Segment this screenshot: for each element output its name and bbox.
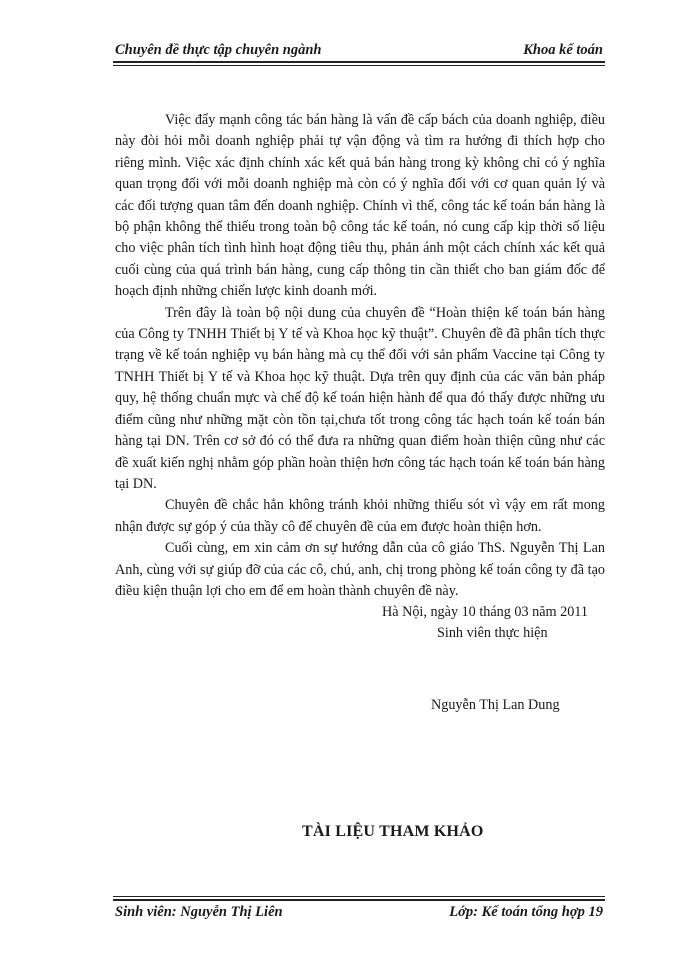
- header-rule: [113, 61, 605, 63]
- paragraph-3: Chuyên đề chắc hẳn không tránh khỏi những thiếu sót vì vậy em rất mong nhận được sự góp ý của thầy cô để chuyên đề của em được hoàn thiện hơn.: [115, 497, 605, 535]
- paragraph-4: Cuối cùng, em xin cảm ơn sự hướng dẫn của cô giáo ThS. Nguyễn Thị Lan Anh, cùng với sự giúp đỡ của các cô, chú, anh, chị trong phòng kế toán công ty đã tạo điều kiện thuận lợi cho em để em hoàn thành chuyên đề này.: [115, 540, 605, 599]
- footer-student: Sinh viên: Nguyễn Thị Liên: [115, 904, 283, 920]
- signature-role: Sinh viên thực hiện: [437, 625, 548, 641]
- footer-rule: [113, 899, 605, 901]
- paragraph-1: Việc đẩy mạnh công tác bán hàng là vấn đề cấp bách của doanh nghiệp, điều này đòi hỏi mỗi doanh nghiệp phải tự vận động và tìm ra hướng đi thích hợp cho riêng mình. Việc xác định chính xác kết quả bán hàng trong kỳ không chỉ có ý nghĩa quan trọng đối với mỗi doanh nghiệp mà còn có ý nghĩa đối với cơ quan quản lý và các đối tượng quan tâm đến doanh nghiệp. Chính vì thế, công tác kế toán bán hàng là bộ phận không thể thiếu trong toàn bộ công tác kế toán, nó cung cấp kịp thời số liệu cho việc phân tích tình hình hoạt động tiêu thụ, phản ánh một cách chính xác kết quả cuối cùng của quá trình bán hàng, cung cấp thông tin cần thiết cho ban giám đốc để hoạch định những chiến lược kinh doanh mới.: [115, 112, 605, 300]
- page-footer: [115, 902, 603, 924]
- signature-name: Nguyễn Thị Lan Dung: [431, 697, 560, 713]
- header-rule-thin: [113, 65, 605, 66]
- references-heading: TÀI LIỆU THAM KHẢO: [302, 823, 484, 840]
- header-department: Khoa kế toán: [523, 42, 603, 58]
- paragraph-2: Trên đây là toàn bộ nội dung của chuyên đề “Hoàn thiện kế toán bán hàng của Công ty TNHH Thiết bị Y tế và Khoa học kỹ thuật”. Chuyên đề đã phân tích thực trạng về kế toán nghiệp vụ bán hàng mà cụ thể đối với sản phẩm Vaccine tại Công ty TNHH Thiết bị Y tế và Khoa học kỹ thuật. Dựa trên quy định của các văn bản pháp quy, hệ thống chuẩn mực và chế độ kế toán hiện hành để qua đó thấy được những ưu điểm cũng như những mặt còn tồn tại,chưa tốt trong công tác hạch toán kế toán bán hàng tại DN. Trên cơ sở đó có thể đưa ra những quan điểm hoàn thiện cũng như các đề xuất kiến nghị nhằm góp phần hoàn thiện hơn công tác hạch toán kế toán bán hàng tại DN.: [115, 304, 605, 492]
- conclusion-body: [115, 110, 605, 602]
- header-course-title: Chuyên đề thực tập chuyên ngành: [115, 42, 322, 58]
- page-header: [115, 38, 603, 62]
- footer-rule-thin: [113, 896, 605, 897]
- signature-date: Hà Nội, ngày 10 tháng 03 năm 2011: [382, 604, 588, 620]
- footer-class: Lớp: Kế toán tổng hợp 19: [449, 904, 603, 920]
